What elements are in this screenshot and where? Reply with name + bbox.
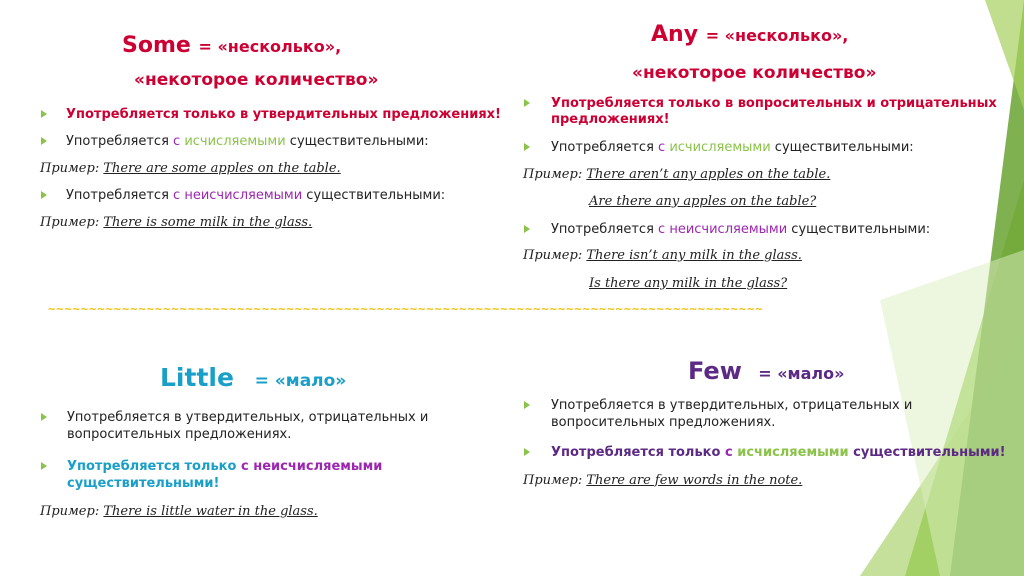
bullet-icon bbox=[41, 191, 47, 199]
example-label: Пример: bbox=[40, 161, 100, 176]
text-segment: Употребляется только bbox=[67, 459, 237, 474]
any-bullet-1-line-1: Употребляется только в вопросительных и отрицательных bbox=[551, 96, 997, 111]
example-label: Пример: bbox=[523, 248, 583, 263]
text-segment: Употребляется только bbox=[551, 445, 721, 460]
text-segment: с bbox=[240, 459, 249, 474]
bg-shape-top bbox=[985, 0, 1024, 110]
example-sentence: There aren’t any apples on the table. bbox=[586, 167, 831, 182]
example-label: Пример: bbox=[40, 215, 100, 230]
any-example-1 bbox=[523, 167, 830, 182]
little-bullet-2-line-2: существительными! bbox=[67, 476, 220, 491]
few-bullet-2 bbox=[551, 445, 1006, 460]
some-example-2 bbox=[40, 215, 312, 230]
bullet-icon bbox=[524, 225, 530, 233]
highlight-word: исчисляемыми bbox=[669, 140, 771, 155]
example-sentence: There are few words in the note. bbox=[586, 473, 803, 488]
text-segment: Употребляется bbox=[66, 134, 169, 149]
highlight-word: неисчисляемыми bbox=[669, 222, 788, 237]
text-segment: существительными: bbox=[791, 222, 931, 237]
text-segment: с bbox=[173, 188, 181, 203]
few-bullet-1-line-2: вопросительных предложениях. bbox=[551, 415, 776, 430]
little-example bbox=[40, 504, 318, 519]
bullet-icon bbox=[41, 137, 47, 145]
highlight-word: исчисляемыми bbox=[737, 445, 849, 460]
example-sentence: There isn’t any milk in the glass. bbox=[586, 248, 802, 263]
any-subtitle: «некоторое количество» bbox=[632, 63, 877, 83]
text-segment: Употребляется bbox=[66, 188, 169, 203]
some-bullet-2 bbox=[66, 134, 429, 149]
text-segment: с bbox=[724, 445, 733, 460]
some-title bbox=[122, 33, 341, 58]
any-bullet-3 bbox=[551, 222, 930, 237]
some-title-rest: = «несколько», bbox=[198, 37, 342, 56]
some-subtitle: «некоторое количество» bbox=[134, 70, 379, 90]
example-sentence: Is there any milk in the glass? bbox=[589, 276, 788, 291]
few-title bbox=[688, 357, 844, 385]
example-sentence: There is little water in the glass. bbox=[103, 504, 318, 519]
example-sentence: Are there any apples on the table? bbox=[589, 194, 817, 209]
any-title-word: Any bbox=[651, 22, 699, 47]
bullet-icon bbox=[41, 413, 47, 421]
wavy-divider: ~~~~~~~~~~~~~~~~~~~~~~~~~~~~~~~~~~~~~~~~~~~~~~~~~~~~~~~~~~~~~~~~~~~~~~~~~~~~~~~~~~~~~~~ bbox=[48, 302, 764, 316]
little-title-word: Little bbox=[160, 363, 234, 392]
text-segment: Употребляется bbox=[551, 222, 654, 237]
little-title-rest: = «мало» bbox=[254, 371, 347, 391]
highlight-word: неисчисляемыми bbox=[184, 188, 303, 203]
little-title bbox=[160, 363, 346, 392]
example-label: Пример: bbox=[523, 167, 583, 182]
text-segment: существительными: bbox=[306, 188, 446, 203]
bullet-icon bbox=[524, 401, 530, 409]
little-bullet-1-line-2: вопросительных предложениях. bbox=[67, 427, 292, 442]
little-bullet-2 bbox=[67, 459, 382, 474]
text-segment: существительными! bbox=[853, 445, 1006, 460]
any-bullet-2 bbox=[551, 140, 914, 155]
example-label: Пример: bbox=[40, 504, 100, 519]
bullet-icon bbox=[524, 143, 530, 151]
some-example-1 bbox=[40, 161, 341, 176]
example-label: Пример: bbox=[523, 473, 583, 488]
any-example-2 bbox=[523, 248, 802, 263]
any-title-rest: = «несколько», bbox=[705, 26, 849, 45]
highlight-word: неисчисляемыми bbox=[253, 459, 383, 474]
text-segment: существительными: bbox=[289, 134, 429, 149]
any-example-2b bbox=[589, 276, 787, 291]
text-segment: существительными: bbox=[774, 140, 914, 155]
few-title-word: Few bbox=[688, 357, 742, 385]
highlight-word: исчисляемыми bbox=[184, 134, 286, 149]
any-title bbox=[651, 22, 848, 47]
example-sentence: There is some milk in the glass. bbox=[103, 215, 313, 230]
text-segment: с bbox=[658, 222, 666, 237]
any-example-1b bbox=[589, 194, 816, 209]
bullet-icon bbox=[41, 110, 47, 118]
little-bullet-1-line-1: Употребляется в утвердительных, отрицательных и bbox=[67, 410, 429, 425]
some-bullet-3 bbox=[66, 188, 445, 203]
bullet-icon bbox=[524, 99, 530, 107]
few-bullet-1-line-1: Употребляется в утвердительных, отрицательных и bbox=[551, 398, 913, 413]
few-example bbox=[523, 473, 802, 488]
text-segment: с bbox=[173, 134, 181, 149]
example-sentence: There are some apples on the table. bbox=[103, 161, 341, 176]
text-segment: Употребляется bbox=[551, 140, 654, 155]
some-title-word: Some bbox=[122, 33, 191, 58]
some-bullet-1: Употребляется только в утвердительных предложениях! bbox=[66, 107, 501, 122]
bullet-icon bbox=[524, 448, 530, 456]
few-title-rest: = «мало» bbox=[758, 364, 845, 383]
bullet-icon bbox=[41, 462, 47, 470]
any-bullet-1-line-2: предложениях! bbox=[551, 112, 670, 127]
text-segment: с bbox=[658, 140, 666, 155]
